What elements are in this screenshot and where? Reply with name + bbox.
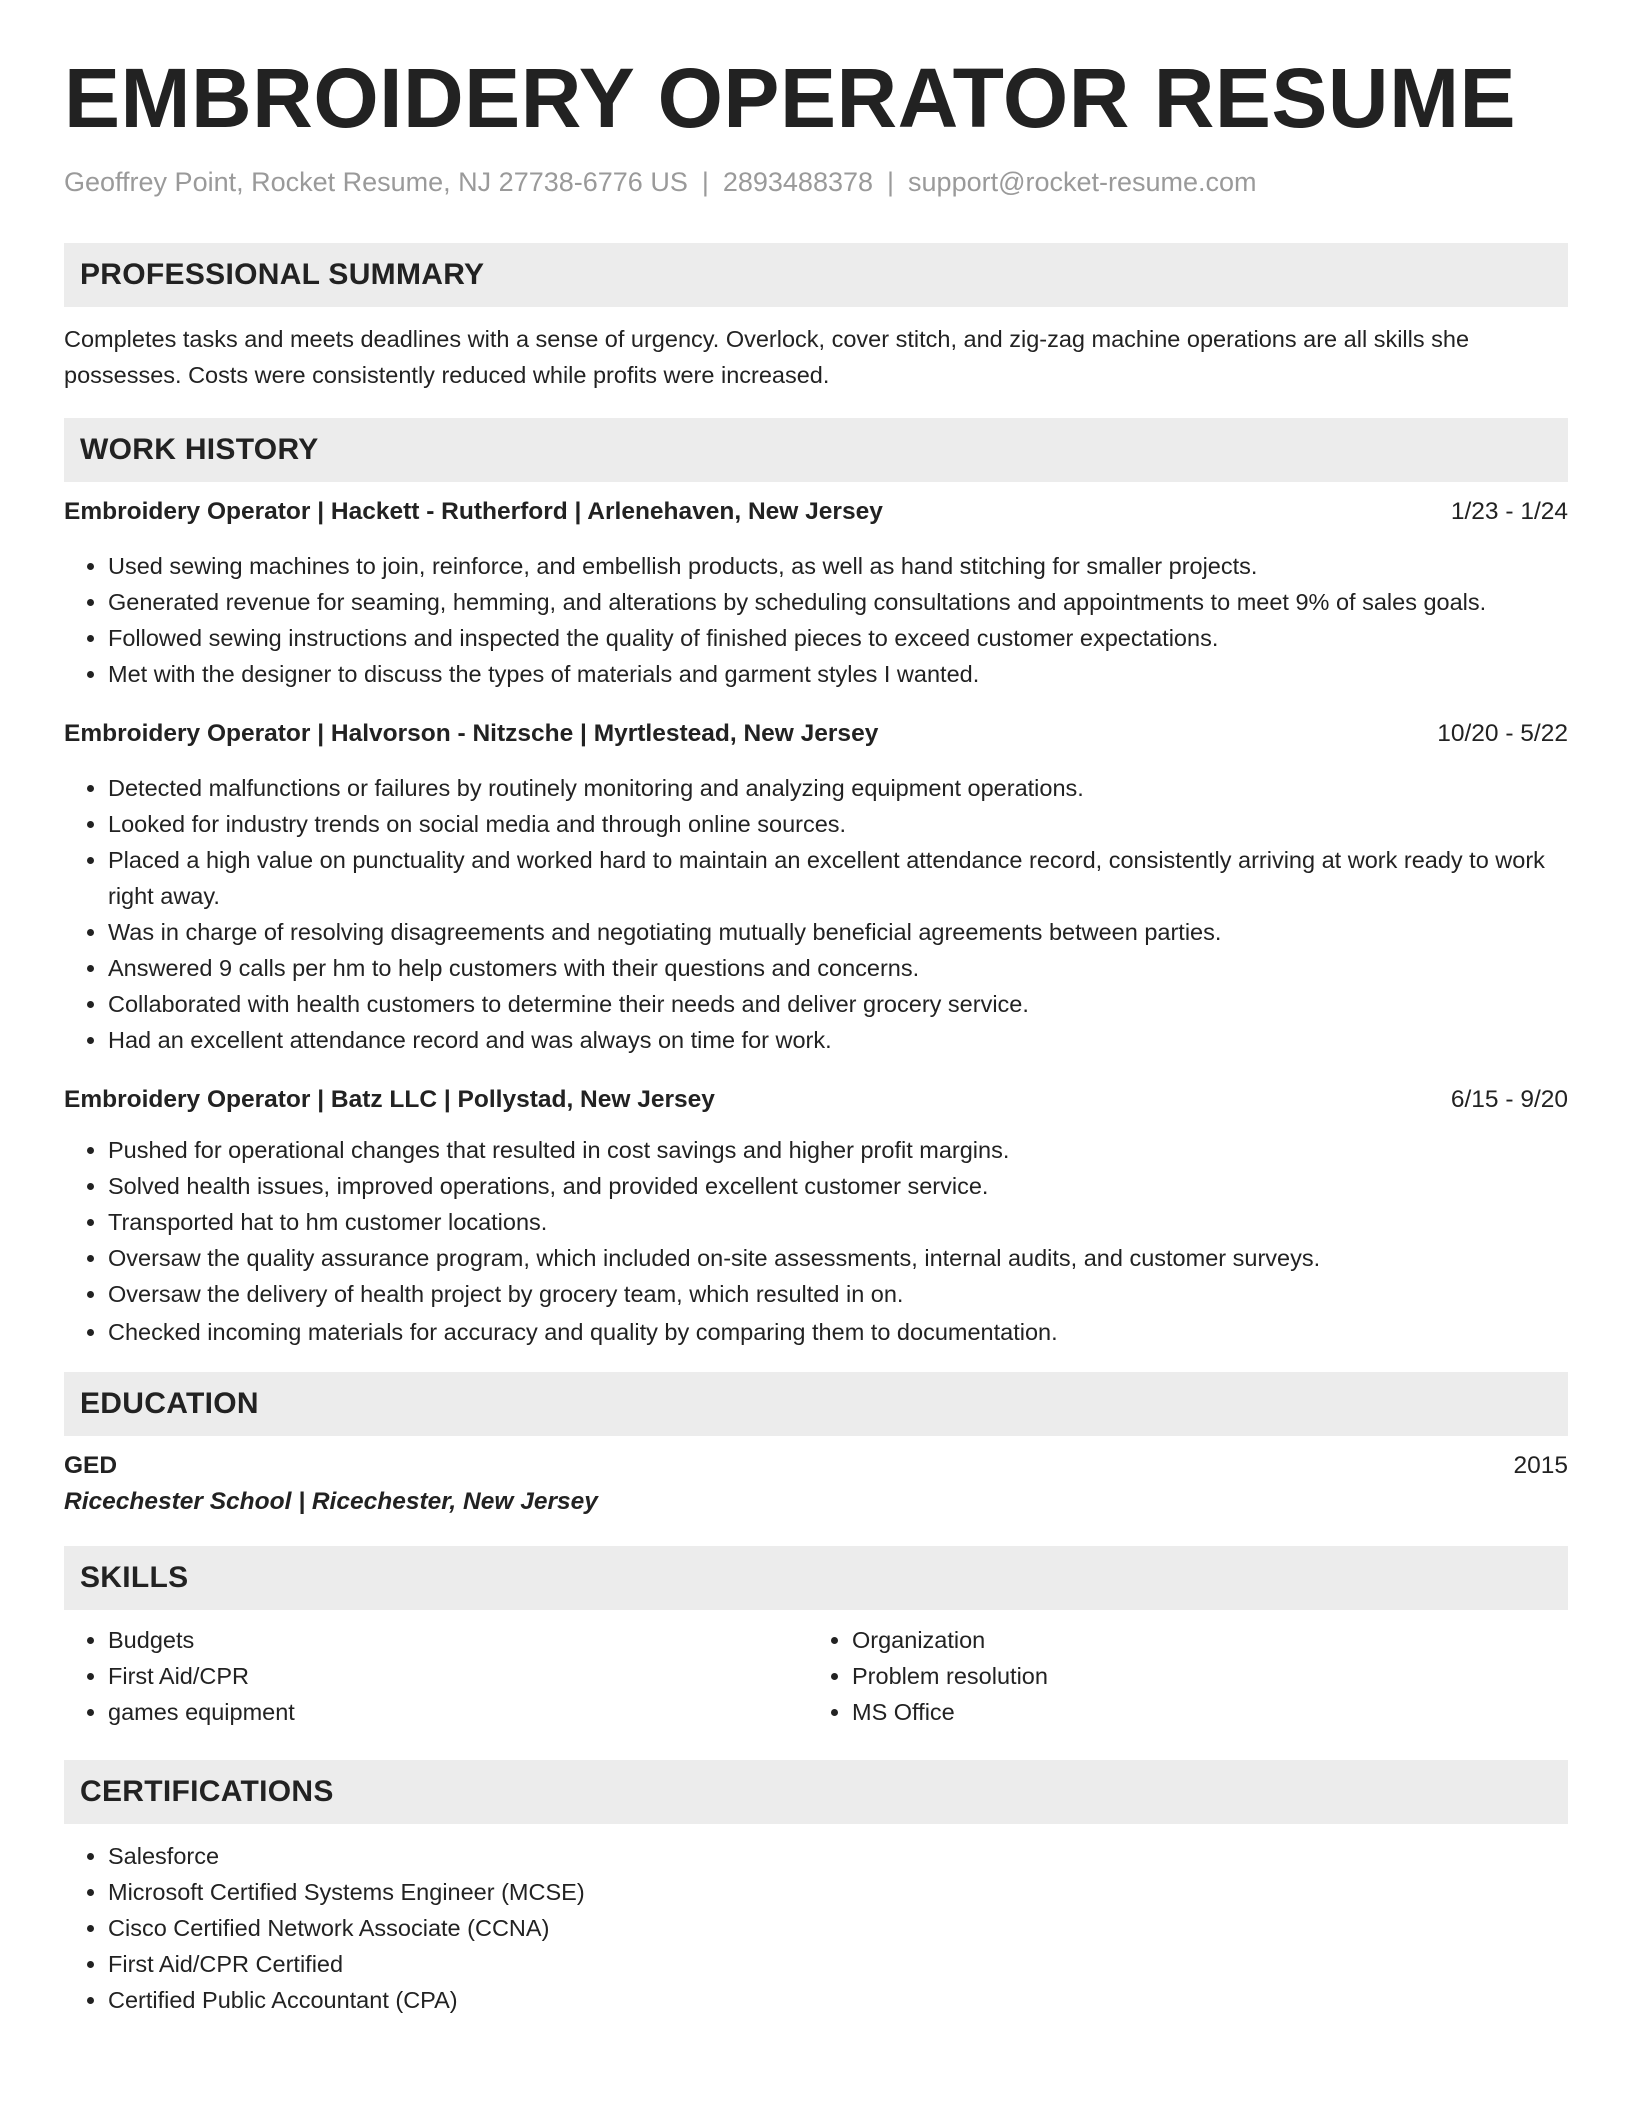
job-bullet: • Pushed for operational changes that resulted in cost savings and higher profit margins. [108, 1132, 1568, 1168]
job-bullet: • Detected malfunctions or failures by routinely monitoring and analyzing equipment operations. [108, 770, 1568, 806]
job-entry [64, 494, 1568, 692]
job-bullet: • Looked for industry trends on social media and through online sources. [108, 806, 1568, 842]
resume-title: EMBROIDERY OPERATOR RESUME [64, 51, 1517, 145]
job-heading-row [64, 1082, 1568, 1118]
education-school: Ricechester School | Ricechester, New Jersey [64, 1488, 598, 1516]
job-bullet: • Used sewing machines to join, reinforce, and embellish products, as well as hand stitching for smaller projects. [108, 548, 1568, 584]
certifications-list [64, 1838, 1568, 2018]
skill-item: • Organization [852, 1622, 1568, 1658]
job-dates: 1/23 - 1/24 [1450, 498, 1568, 526]
job-bullet: • Oversaw the delivery of health project by grocery team, which resulted in on. [108, 1276, 1568, 1312]
education-year: 2015 [1513, 1452, 1568, 1480]
skill-item: • MS Office [852, 1694, 1568, 1730]
job-bullet: • Generated revenue for seaming, hemming, and alterations by scheduling consultations and appointments to meet 9% of sales goals. [108, 584, 1568, 620]
job-bullet: • Solved health issues, improved operations, and provided excellent customer service. [108, 1168, 1568, 1204]
skill-item: • Problem resolution [852, 1658, 1568, 1694]
education-entry [64, 1448, 1568, 1520]
job-title: Embroidery Operator | Batz LLC | Pollystad, New Jersey [64, 1086, 715, 1114]
contact-phone: 2893488378 [722, 167, 874, 197]
job-title: Embroidery Operator | Halvorson - Nitzsche | Myrtlestead, New Jersey [64, 720, 879, 748]
job-bullet: • Oversaw the quality assurance program, which included on-site assessments, internal audits, and customer surveys. [108, 1240, 1568, 1276]
job-entry [64, 716, 1568, 1058]
section-header-summary: PROFESSIONAL SUMMARY [64, 243, 1568, 307]
contact-address: Geoffrey Point, Rocket Resume, NJ 27738-6776 US [64, 167, 688, 197]
section-header-education: EDUCATION [64, 1372, 1568, 1436]
job-dates: 6/15 - 9/20 [1450, 1086, 1568, 1114]
job-bullets [64, 770, 1568, 1058]
skills-columns [64, 1622, 1568, 1730]
contact-email: support@rocket-resume.com [908, 167, 1257, 197]
job-bullet: • Answered 9 calls per hm to help customers with their questions and concerns. [108, 950, 1568, 986]
education-row [64, 1448, 1568, 1484]
job-bullet: • Followed sewing instructions and inspected the quality of finished pieces to exceed customer expectations. [108, 620, 1568, 656]
skill-item: • Budgets [108, 1622, 816, 1658]
skill-item: • games equipment [108, 1694, 816, 1730]
job-bullet: • Placed a high value on punctuality and worked hard to maintain an excellent attendance record, consistently arriving at work ready to work right away. [108, 842, 1568, 914]
contact-line [64, 166, 1568, 198]
job-heading-row [64, 494, 1568, 530]
contact-separator: | [701, 167, 709, 197]
job-bullet: • Met with the designer to discuss the types of materials and garment styles I wanted. [108, 656, 1568, 692]
job-bullet: • Checked incoming materials for accuracy and quality by comparing them to documentation. [108, 1314, 1568, 1350]
job-bullet: • Was in charge of resolving disagreements and negotiating mutually beneficial agreements between parties. [108, 914, 1568, 950]
certification-item: • Salesforce [108, 1838, 1568, 1874]
certification-item: • First Aid/CPR Certified [108, 1946, 1568, 1982]
job-dates: 10/20 - 5/22 [1437, 720, 1568, 748]
job-bullets [64, 1132, 1568, 1350]
job-entry [64, 1082, 1568, 1350]
section-header-certifications: CERTIFICATIONS [64, 1760, 1568, 1824]
contact-separator: | [887, 167, 895, 197]
summary-text: Completes tasks and meets deadlines with a sense of urgency. Overlock, cover stitch, and zig-zag machine operations are all skills she possesses. Costs were consistently reduced while profits were increased. [64, 326, 1470, 389]
certification-item: • Microsoft Certified Systems Engineer (MCSE) [108, 1874, 1568, 1910]
job-bullet: • Collaborated with health customers to determine their needs and deliver grocery service. [108, 986, 1568, 1022]
job-heading-row [64, 716, 1568, 752]
job-bullet: • Had an excellent attendance record and was always on time for work. [108, 1022, 1568, 1058]
section-header-skills: SKILLS [64, 1546, 1568, 1610]
certification-item: • Cisco Certified Network Associate (CCNA) [108, 1910, 1568, 1946]
job-title: Embroidery Operator | Hackett - Rutherford | Arlenehaven, New Jersey [64, 498, 883, 526]
skill-item: • First Aid/CPR [108, 1658, 816, 1694]
job-bullet: • Transported hat to hm customer locations. [108, 1204, 1568, 1240]
job-bullets [64, 548, 1568, 692]
section-header-work-history: WORK HISTORY [64, 418, 1568, 482]
skills-list-right [816, 1622, 1568, 1730]
education-degree: GED [64, 1452, 118, 1480]
skills-list-left [64, 1622, 816, 1730]
certification-item: • Certified Public Accountant (CPA) [108, 1982, 1568, 2018]
